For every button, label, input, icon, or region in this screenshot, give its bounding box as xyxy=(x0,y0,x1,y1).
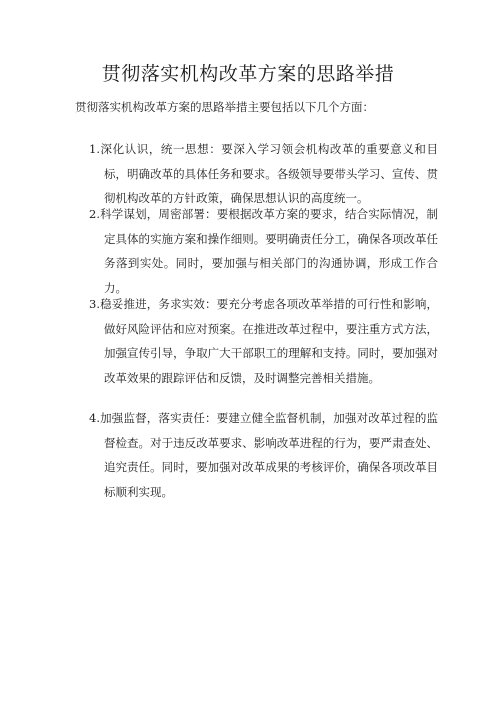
list-item: 1.深化认识，统一思想：要深入学习领会机构改革的重要意义和目标，明确改革的具体任务和要求。各级领导要带头学习、宣传、贯彻机构改革的方针政策，确保思想认识的高度统一。 xyxy=(89,142,438,205)
list-item: 4.加强监督，落实责任：要建立健全监督机制，加强对改革过程的监督检查。对于违反改革要求、影响改革进程的行为，要严肃查处、追究责任。同时，要加强对改革成果的考核评价，确保各项改革目标顺利实现。 xyxy=(89,411,438,499)
document-title: 贯彻落实机构改革方案的思路举措 xyxy=(101,63,395,85)
list-item: 3.稳妥推进，务求实效：要充分考虑各项改革举措的可行性和影响，做好风险评估和应对预案。在推进改革过程中，要注重方式方法，加强宣传引导，争取广大干部职工的理解和支持。同时，要加强对改革效果的跟踪评估和反馈，及时调整完善相关措施。 xyxy=(89,297,438,385)
intro-paragraph: 贯彻落实机构改革方案的思路举措主要包括以下几个方面： xyxy=(75,100,374,114)
list-item: 2.科学谋划，周密部署：要根据改革方案的要求，结合实际情况，制定具体的实施方案和操作细则。要明确责任分工，确保各项改革任务落到实处。同时，要加强与相关部门的沟通协调，形成工作合力。 xyxy=(89,207,438,295)
